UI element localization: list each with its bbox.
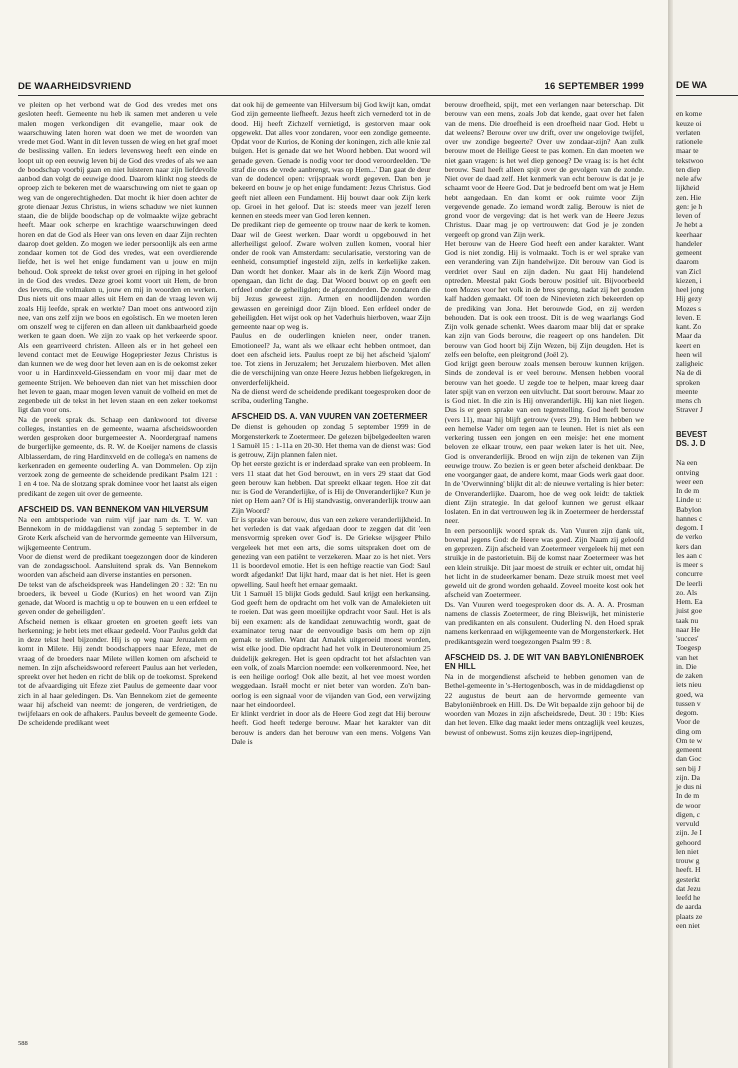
adjacent-heading: BEVEST DS. J. D [676, 429, 708, 448]
paragraph: In een persoonlijk woord sprak ds. Van Vuuren zijn dank uit, bovenal jegens God: de Heere was goed. Zijn Naam zij geloofd en geprezen. Zijn afscheid van Zoetermeer vergeleek hij met een struikje in de pastorietuin. Bij de komst naar Zoetermeer was het een klein struikje. Dit jaar moest de struik er echter uit, omdat hij het licht in de studeerkamer benam. Deze struik moest met veel geweld uit de grond worden gehaald. Zoveel moeite kost ook het afscheid van Zoetermeer. [444, 525, 644, 600]
section-heading: AFSCHEID DS. A. VAN VUUREN VAN ZOETERMEER [231, 412, 428, 422]
paragraph: Ds. Van Vuuren werd toegesproken door ds. A. A. A. Prosman namens de classis Zoetermeer, de ring Bleiswijk, het ministerie van predikanten en als consulent. Ouderling N. den Hoed sprak namens kerkenraad en wijkgemeente van de Morgensterkerk. Het predikantsgezin werd toegezongen Psalm 99 : 8. [444, 599, 644, 646]
adjacent-running-header: DE WA [676, 80, 708, 91]
paragraph: Na in de morgendienst afscheid te hebben genomen van de Bethel-gemeente in 's-Hertogenbosch, was in de middagdienst op 22 augustus de beurt aan de hervormde gemeente van Babyloniënbroek en Hill. Ds. De Wit bepaalde zijn gehoor bij de woorden van Mozes in zijn afscheidsrede, Deut. 30 : 19b: Kies dan het leven. Elke dag maakt ieder mens ontzaglijk veel keuzes, bewust of onbewust. Soms zijn keuzes diep-ingrijpend, [444, 672, 644, 737]
adjacent-column [676, 100, 738, 939]
page-number: 588 [18, 1040, 28, 1047]
paragraph: De dienst is gehouden op zondag 5 september 1999 in de Morgensterkerk te Zoetermeer. De gelezen bijbelgedeelten waren 1 Samuël 15 : 1-11a en 20-30. Het thema van de dienst was: God is getrouw, Zijn plannen falen niet. [231, 422, 431, 460]
header-rule [18, 95, 644, 96]
paragraph: Het berouw van de Heere God heeft een ander karakter. Want God is niet zondig. Hij is volmaakt. Toch is er wel sprake van een verandering van Zijn handelwijze. Dit berouw van God is verdriet over Saul en zijn daden. Nu gaat Hij handelend optreden. Meestal pakt Gods berouw positief uit. Bijvoorbeeld toen Mozes voor het volk in de bres sprong, nadat zij het gouden kalf hadden gemaakt. Of toen de Ninevieten zich bekeerden op de prediking van Jona. Het berouwde God, en zij werden behouden. Dat is ook een troost. Dit is de weg waarlangs God Zijn volk genade schenkt. Wees daarom maar blij dat er sprake kan zijn van Gods berouw, die reageert op ons handelen. Dit berouw van God hoort bij Zijn Wezen, bij Zijn deugden. Het is zelfs een belofte, een pleitgrond (Joël 2). [444, 238, 644, 359]
paragraph: Na een ambtsperiode van ruim vijf jaar nam ds. T. W. van Bennekom in de middagdienst van zondag 5 september in de Grote Kerk afscheid van de hervormde gemeente van Hilversum, wijkgemeente Centrum. [18, 514, 218, 552]
paragraph: berouw droefheid, spijt, met een verlangen naar beterschap. Dit berouw van een mens, zoals Job dat kende, gaat over het falen van de mens. Die droefheid is een droefheid naar God. Hebt u dat weleens? Berouw over uw drift, over uw ongelovige twijfel, over uw zondige begeerte? Over uw zondaar-zijn? Aan zulk berouw moet de Heilige Geest te pas komen. En dan moeten we niet gaan vragen: is het wel diep genoeg? De vraag is: is het écht berouw. Saul heeft alleen spijt over de gevolgen van de zonde. Niet over de daad zelf. Het kenmerk van echt berouw is dat je je schaamt voor de Heere God. Dat je bedroefd bent om wat je Hem hebt aangedaan. En dan komt er ook ruimte voor Zijn vergevende genade. Zo iemand wordt zalig. Berouw is niet de grond voor de vergeving: dat is het werk van de Heere Jezus Christus. Daar mag je op vertrouwen: dat God je je zonden vergeeft op grond van Zijn werk. [444, 100, 644, 239]
column-2 [231, 100, 430, 1035]
paragraph: Op het eerste gezicht is er inderdaad sprake van een probleem. In vers 11 staat dat het God berouwt, en in vers 29 staat dat God geen berouw kan hebben. Dat spreekt elkaar tegen. Hoe zit dat nu: is God de Veranderlijke, of is Hij de Onveranderlijke? Kun je niet op Hem aan? Of is Hij standvastig, onveranderlijk trouw aan Zijn Woord? [231, 459, 431, 515]
column-3 [445, 100, 644, 1035]
paragraph: Voor de dienst werd de predikant toegezongen door de kinderen van de zondagsschool. Aansluitend sprak ds. Van Bennekom woorden van afscheid aan diverse instanties en personen. [18, 551, 218, 580]
adjacent-text-top: en kome keuze oi verlaten rationele maar te tekstwoo ten diep nele afw lijkheid zen. Hie gen: je h leven of Je hebt a keerhaar handeler gemeent daarom van Zicl kiezen, i heel jong Hij gezy Mozes s leven. E kant. Zo Maar da keert en heen wil zaligheic Na de di sproken meente mens ch Straver J [676, 109, 705, 415]
paragraph: Paulus en de ouderlingen knielen neer, onder tranen. Emotioneel? Ja, want als we elkaar echt hebben ontmoet, dan doet een afscheid iets. Paulus roept ze bij het afscheid 'sjalom' toe. Tot ziens in Jeruzalem; het Jeruzalem hierboven. Met allen die de verschijning van onze Heere Jezus hebben liefgekregen, in onverderfelijkheid. [231, 331, 431, 387]
paragraph: Afscheid nemen is elkaar groeten en groeten geeft iets van herkenning; je hebt iets met elkaar gedeeld. Voor Paulus geldt dat in deze tekst heel bijzonder. Hij is op weg naar Jeruzalem en komt in Milete. Hij zendt boodschappers naar Efeze, met de vraag of de broeders naar Milete willen komen om afscheid te nemen. In zijn afscheidswoord refereert Paulus aan het verleden, spreekt over het heden en richt de blik op de toekomst. Sprekend tot de afvaardiging uit Efeze ziet Paulus de gemeente daar voor zich in al haar geledingen. Ds. Van Bennekom ziet de gemeente waar hij afscheid van neemt: de jongeren, de verdrietigen, de twijfelaars en ook de afhakers. Paulus beveelt de gemeente Gode. De scheidende predikant weet [18, 616, 218, 728]
paragraph: De predikant riep de gemeente op trouw naar de kerk te komen. Daar wil de Geest werken. Daar wordt u opgebouwd in het allerheiligst geloof. Zware wolven zullen komen, vooral hier onder de rook van Amsterdam: secularisatie, verstoring van de eenheid, consumptief ingesteld zijn, zelfs in kerkelijke zaken. Dan wordt het donker. Maar als in de kerk Zijn Woord mag opengaan, dan licht de dag. Dat Woord bouwt op en geeft een erfdeel onder de geheiligden; de afgezonderden. De zondaren die bij Jezus geweest zijn. Armen en noodlijdenden worden gewassen en gereinigd door Zijn bloed. Een erfdeel onder de geheiligden. Het wijst ook op het Vaderhuis hierboven, waar Zijn gemeente naar op weg is. [231, 220, 431, 331]
issue-date: 16 SEPTEMBER 1999 [544, 81, 644, 92]
paragraph: dat ook hij de gemeente van Hilversum bij God kwijt kan, omdat God zijn gemeente liefheeft. Jezus heeft zich vernederd tot in de dood. Hij heeft Zichzelf vernietigd, is gestorven maar ook opgewekt. Dat alles voor zondaren, voor een zondige gemeente. Opdat voor de Kurios, de Koning der koningen, zich alle knie zal buigen. Het is genade dat we het Woord hebben. Dat woord wil genade geven. Genade is nodig voor ter dood veroordeelden. 'De straf die ons de vrede aanbrengt, was op Hem...' Dan gaat de deur van de dodencel open: vrijspraak wordt gegeven. Dan ben je bekeerd en bouw je op het enige fundament: Jezus Christus. God geeft niet alleen een Fundament. Hij bouwt daar ook Zijn kerk op. Groei in het geloof. Dat is: steeds meer van jezelf leren kennen en steeds meer van God leren kennen. [231, 100, 431, 220]
paragraph: De tekst van de afscheidspreek was Handelingen 20 : 32: 'En nu broeders, ik beveel u Gode (Kurios) en het woord van Zijn genade, dat Woord is machtig u op te bouwen en u een erfdeel te geven onder de geheiligden'. [18, 579, 218, 617]
adjacent-text-bottom: Na een ontving weer een In de m Linde u: Babylon hannes c degom. I de verko kers dan les aan c is meer s concurre De leerli zo. Als Hem. Ea juist goe taak nu naar He 'succes' Toegesp van het in. Die de zaken iets nieu goed, wa tussen v degom. Voor de ding om Om te w gemeent dan Goc sen bij J zijn. Da je dus ni In de m de woor digen, c vervuld zijn. Je I gehoord len niet trouw g heeft. H gesterkt dat Jezu leefd he de aarda plaats ze een niet [676, 458, 704, 930]
publication-title: DE WAARHEIDSVRIEND [18, 81, 132, 92]
running-header [18, 81, 644, 95]
paragraph: Er is sprake van berouw, dus van een zekere veranderlijkheid. In het verleden is dat vaak afgedaan door te zeggen dat dit 'een mensvormig spreken over God' is. De Griekse wijsgeer Philo vergeleek het met een arts, die soms uitspraken doet om de genezing van een patiënt te verzekeren. Maar zo is het niet. Vers 11 is boordevol emotie. Het is een heftige reactie van God: Saul wordt afgedankt! Dat lijkt hard, maar dat is het niet. Het is geen opwelling. Saul heeft het ernaar gemaakt. [231, 514, 431, 589]
adjacent-header-rule [676, 95, 738, 96]
article-columns [18, 100, 644, 1035]
paragraph: Er klinkt verdriet in door als de Heere God zegt dat Hij berouw heeft. God heeft tederge berouw. Maar het karakter van dit berouw is anders dan het berouw van een mens. Volgens Van Dale is [231, 709, 431, 746]
paragraph: ve pleiten op het verbond wat de God des vredes met ons gesloten heeft. Gemeente nu heb ik samen met anderen u vele malen mogen verkondigen dit evangelie, maar ook de waarschuwing laten horen wat doen we met de woorden van vrede met God. Want in dit leven tussen de wieg en het graf moet de beslissing vallen. En ieders levensweg heeft een einde en loopt uit op een eeuwig leven bij de God des vredes of als we aan de boodschap voorbij gaan en niet luisteren naar zijn liefdevolle aanbod dan volgt de eeuwige dood. Daarom klinkt nog steeds de oproep zich te bekeren met de waarschuwing om niet te gaan op weg van de ongerechtigheden. Dat mocht ik hier doen achter de grote dienaar Jezus Christus, in wiens schaduw we niet kunnen staan, die de blijde boodschap op de volmaakte wijze gebracht heeft. Maar ook scherpe en krachtige waarschuwingen deed horen en dat de God als Heer van ons leven en daar Zijn rechten daarop doet gelden. Zo mogen we ieder persoonlijk als een arme zondaar komen tot de God des vredes, wat een overdierende liefde, het is wel het enige fundament van u jouw en mijn behoud. Ook spreekt de tekst over groei en rijping in het geloof in de God des vredes. Deze groei komt voort uit Hem, de bron des levens, die volmaken u, jouw en mij in woorden en werken. Dus niets uit ons maar alles uit Hem en dan de vraag leven wij zoals Hij leefde, sprak en werkte? Dan moet ons antwoord zijn nee, van ons zelf zijn we boos en egoïstisch. En we moeten leren om onszelf weg te cijferen en dan alleen uit dankbaarheid goede werken te gaan doen. We zijn zo vaak op het verkeerde spoor. Als een gearriveerd christen. Alleen als er in het geheel een levend contact met de Eeuwige Hogepriester Jezus Christus is dan kunnen we de weg door het leven aan en is de oekomst zeker voor u in Hardinxveld-Giessendam en voor mij daar met de gemeente Strijen. We behoeven dan niet van het misschien door het leven te gaan, maar mogen leven vanuit de volheid en met de zegenbede uit de tekst in het leven staan en een zeker toekomst ligt dan voor ons. [18, 100, 218, 415]
paragraph: Na de preek sprak ds. Schaap een dankwoord tot diverse colleges, instanties en de gemeente, waarna afscheidswoorden werden gesproken door burgemeester A. Noordergraaf namens de burgerlijke gemeente, ds. R. W. de Koeijer namens de classis Alblasserdam, de ring Hardinxveld en de collega's en namens de kerkenraden en gemeente ouderling A. van Dommelen. Op zijn verzoek zong de gemeente de scheidende predikant Psalm 121 : 1 en 4 toe. Na de slotzang sprak dominee voor het laatst als eigen predikant de zegen uit over de gemeente. [18, 414, 218, 498]
adjacent-page-edge [673, 0, 738, 1068]
paragraph: God krijgt geen berouw zoals mensen berouw kunnen krijgen. Sinds de zondeval is er veel berouw. Mensen hebben vooral berouw van het goede. U zegde toe te helpen, maar kreeg daar later spijt van en verzon een uitvlucht. Dat soort berouw. Maar zo is God niet. In die zin is Hij onveranderlijk. Hij kan niet liegen. Dus is er geen sprake van een tegenstelling. God heeft berouw (vers 11), maar hij blijft getrouw (vers 29). In Hem hebben we een hemelse Vader om tegen aan te leunen. Het is niet als een verkering tussen een jongen en een meisje: het ene moment beloven ze elkaar trouw, een paar weken later is het uit. Nee, God is onveranderlijk. Brood en wijn zijn de tekenen van Zijn eeuwige trouw. Zo bezien is er geen beter afscheid denkbaar. De ene voorganger gaat, de andere komt, maar Gods werk gaat door. In de 'Overwinning' blijkt dit al: de nieuwe vertaling is hier beter: de Onveranderlijke. Daarom, hoe de weg ook leidt: de taktiek dient Zijn strategie. In dat geloof kunnen we gerust elkaar loslaten. En in dat vertrouwen leg ik in Zoetermeer de herdersstaf neer. [444, 359, 644, 526]
section-heading: AFSCHEID DS. VAN BENNEKOM VAN HILVERSUM [18, 504, 209, 514]
paragraph: Uit 1 Samuël 15 blijkt Gods geduld. Saul krijgt een herkansing. God geeft hem de opdracht om het volk van de Amalekieten uit te roeien. Dat was geen moeilijke opdracht voor Saul. Het is als bij een examen: als de kandidaat zenuwachtig wordt, gaat de examinator terug naar de eenvoudige basis om hem op zijn gemak te stellen. Want dat Amalek uitgeroeid moest worden, wist elke jood. Die opdracht had het volk in Deuteronomium 25 duidelijk gekregen. Het is geen opdracht tot het afslachten van een volk, of zoals Marcion noemde: een volkerenmoord. Nee, het is een heilige oorlog! Ook alle bezit, al het vee moest worden weggedaan. Israël mocht er niet beter van worden. Zo'n ban-oorlog is een signaal voor de vijanden van God, een verwijzing naar het eindoordeel. [231, 588, 431, 709]
section-heading: AFSCHEID DS. J. DE WIT VAN BABYLONIËNBROEK EN HILL [444, 652, 644, 671]
paragraph: Na de dienst werd de scheidende predikant toegesproken door de scriba, ouderling Tanghe. [231, 386, 431, 405]
column-1 [18, 100, 217, 1035]
